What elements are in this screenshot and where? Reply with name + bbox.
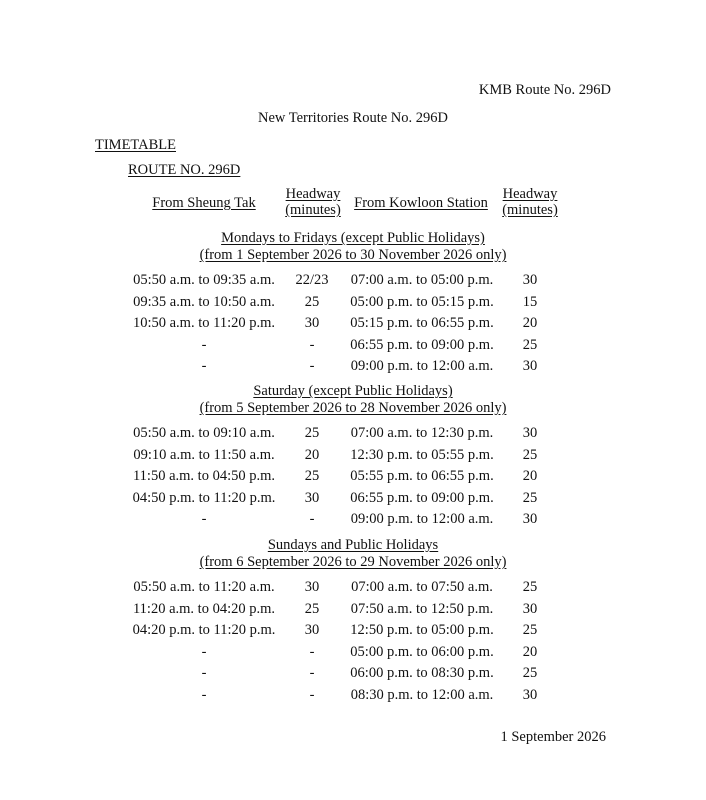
headway-2-value: 25 <box>522 446 538 463</box>
headway-2-value: 30 <box>522 425 538 441</box>
table-row <box>0 468 706 488</box>
from-kowloon-station-period: 06:55 p.m. to 09:00 p.m. <box>350 489 494 506</box>
headway-2-value: 30 <box>522 272 538 288</box>
from-kowloon-station-period: 05:00 p.m. to 06:00 p.m. <box>350 643 494 660</box>
section-title-line2: (from 6 September 2026 to 29 November 2026 only) <box>199 554 507 570</box>
from-sheung-tak-period: 09:35 a.m. to 10:50 a.m. <box>133 293 275 310</box>
headway-1-value: 25 <box>304 468 320 485</box>
from-kowloon-station-period: 06:00 p.m. to 08:30 p.m. <box>350 665 494 682</box>
headway-1-value: 20 <box>304 446 320 463</box>
from-sheung-tak-period: 05:50 a.m. to 11:20 a.m. <box>133 579 275 595</box>
headway-1-line1: Headway <box>285 186 341 202</box>
column-header-headway-1 <box>281 186 345 218</box>
headway-2-value: 30 <box>522 600 538 617</box>
from-kowloon-station-period: 08:30 p.m. to 12:00 a.m. <box>350 687 494 703</box>
from-sheung-tak-period: 09:10 a.m. to 11:50 a.m. <box>133 446 275 463</box>
table-row <box>0 315 706 335</box>
from-kowloon-station-period: 12:30 p.m. to 05:55 p.m. <box>350 446 494 463</box>
headway-2-value: 25 <box>522 665 538 682</box>
table-row <box>0 511 706 531</box>
table-row <box>0 644 706 664</box>
table-row <box>0 358 706 378</box>
headway-1-value: 25 <box>304 425 320 441</box>
headway-1-line2: (minutes) <box>285 202 341 218</box>
headway-2-value: 30 <box>522 511 538 528</box>
table-row <box>0 601 706 621</box>
headway-1-value: - <box>309 687 315 703</box>
table-row <box>0 272 706 292</box>
from-kowloon-station-period: 07:00 a.m. to 05:00 p.m. <box>350 272 494 288</box>
from-kowloon-station-period: 06:55 p.m. to 09:00 p.m. <box>350 336 494 353</box>
headway-2-value: 25 <box>522 622 538 639</box>
from-sheung-tak-period: 10:50 a.m. to 11:20 p.m. <box>132 315 276 332</box>
from-sheung-tak-period: - <box>201 336 207 353</box>
column-header-from-sheung-tak: From Sheung Tak <box>152 195 256 211</box>
headway-2-value: 25 <box>522 579 538 595</box>
section-title-line1: Saturday (except Public Holidays) <box>253 383 453 399</box>
table-row <box>0 622 706 642</box>
section-title <box>0 537 706 571</box>
from-sheung-tak-period: - <box>201 358 207 375</box>
from-kowloon-station-period: 09:00 p.m. to 12:00 a.m. <box>350 358 494 375</box>
table-row <box>0 490 706 510</box>
headway-1-value: 30 <box>304 489 320 506</box>
section-title <box>0 230 706 264</box>
from-kowloon-station-period: 12:50 p.m. to 05:00 p.m. <box>350 622 494 639</box>
section-title-line1: Mondays to Fridays (except Public Holidays) <box>221 230 485 246</box>
headway-1-value: 22/23 <box>295 272 329 288</box>
from-kowloon-station-period: 07:00 a.m. to 07:50 a.m. <box>351 579 493 595</box>
issue-date: 1 September 2026 <box>500 729 606 745</box>
headway-2-value: 30 <box>522 358 538 375</box>
from-kowloon-station-period: 05:00 p.m. to 05:15 p.m. <box>350 293 494 310</box>
section-title-line2: (from 5 September 2026 to 28 November 2026 only) <box>199 400 507 416</box>
headway-1-value: - <box>309 643 315 660</box>
column-header-headway-2 <box>495 186 565 218</box>
from-kowloon-station-period: 07:00 a.m. to 12:30 p.m. <box>350 425 494 441</box>
headway-2-value: 15 <box>522 293 538 310</box>
from-kowloon-station-period: 09:00 p.m. to 12:00 a.m. <box>350 511 494 528</box>
headway-2-value: 20 <box>522 315 538 332</box>
table-row <box>0 579 706 599</box>
from-sheung-tak-period: 05:50 a.m. to 09:10 a.m. <box>133 425 275 441</box>
from-kowloon-station-period: 05:15 p.m. to 06:55 p.m. <box>350 315 494 332</box>
from-sheung-tak-period: - <box>201 665 207 682</box>
headway-1-value: 25 <box>304 600 320 617</box>
table-row <box>0 294 706 314</box>
headway-1-value: - <box>309 336 315 353</box>
headway-2-value: 20 <box>522 643 538 660</box>
column-header-from-kowloon-station: From Kowloon Station <box>354 195 488 211</box>
headway-2-value: 25 <box>522 489 538 506</box>
headway-2-value: 20 <box>522 468 538 485</box>
headway-2-value: 30 <box>522 687 538 703</box>
headway-1-value: 25 <box>304 293 320 310</box>
table-row <box>0 447 706 467</box>
table-row <box>0 687 706 707</box>
table-row <box>0 337 706 357</box>
document-subtitle: New Territories Route No. 296D <box>257 110 448 126</box>
headway-2-line1: Headway <box>502 186 558 202</box>
headway-1-value: - <box>309 665 315 682</box>
from-sheung-tak-period: - <box>201 643 207 660</box>
document-reference: KMB Route No. 296D <box>478 82 611 98</box>
table-row <box>0 665 706 685</box>
section-title <box>0 383 706 417</box>
section-title-line1: Sundays and Public Holidays <box>267 537 439 553</box>
headway-1-value: 30 <box>304 622 320 639</box>
from-kowloon-station-period: 07:50 a.m. to 12:50 p.m. <box>350 600 494 617</box>
from-kowloon-station-period: 05:55 p.m. to 06:55 p.m. <box>350 468 494 485</box>
headway-1-value: - <box>309 358 315 375</box>
headway-1-value: - <box>309 511 315 528</box>
headway-1-value: 30 <box>304 579 320 595</box>
timetable-heading: TIMETABLE <box>95 137 176 153</box>
from-sheung-tak-period: 04:20 p.m. to 11:20 p.m. <box>132 622 276 639</box>
headway-2-line2: (minutes) <box>502 202 558 218</box>
route-heading: ROUTE NO. 296D <box>128 162 241 178</box>
from-sheung-tak-period: - <box>201 511 207 528</box>
headway-1-value: 30 <box>304 315 320 332</box>
from-sheung-tak-period: 11:20 a.m. to 04:20 p.m. <box>132 600 276 617</box>
from-sheung-tak-period: - <box>201 687 207 703</box>
from-sheung-tak-period: 04:50 p.m. to 11:20 p.m. <box>132 489 276 506</box>
from-sheung-tak-period: 11:50 a.m. to 04:50 p.m. <box>132 468 276 485</box>
table-row <box>0 425 706 445</box>
from-sheung-tak-period: 05:50 a.m. to 09:35 a.m. <box>133 272 275 288</box>
headway-2-value: 25 <box>522 336 538 353</box>
section-title-line2: (from 1 September 2026 to 30 November 2026 only) <box>199 247 507 263</box>
